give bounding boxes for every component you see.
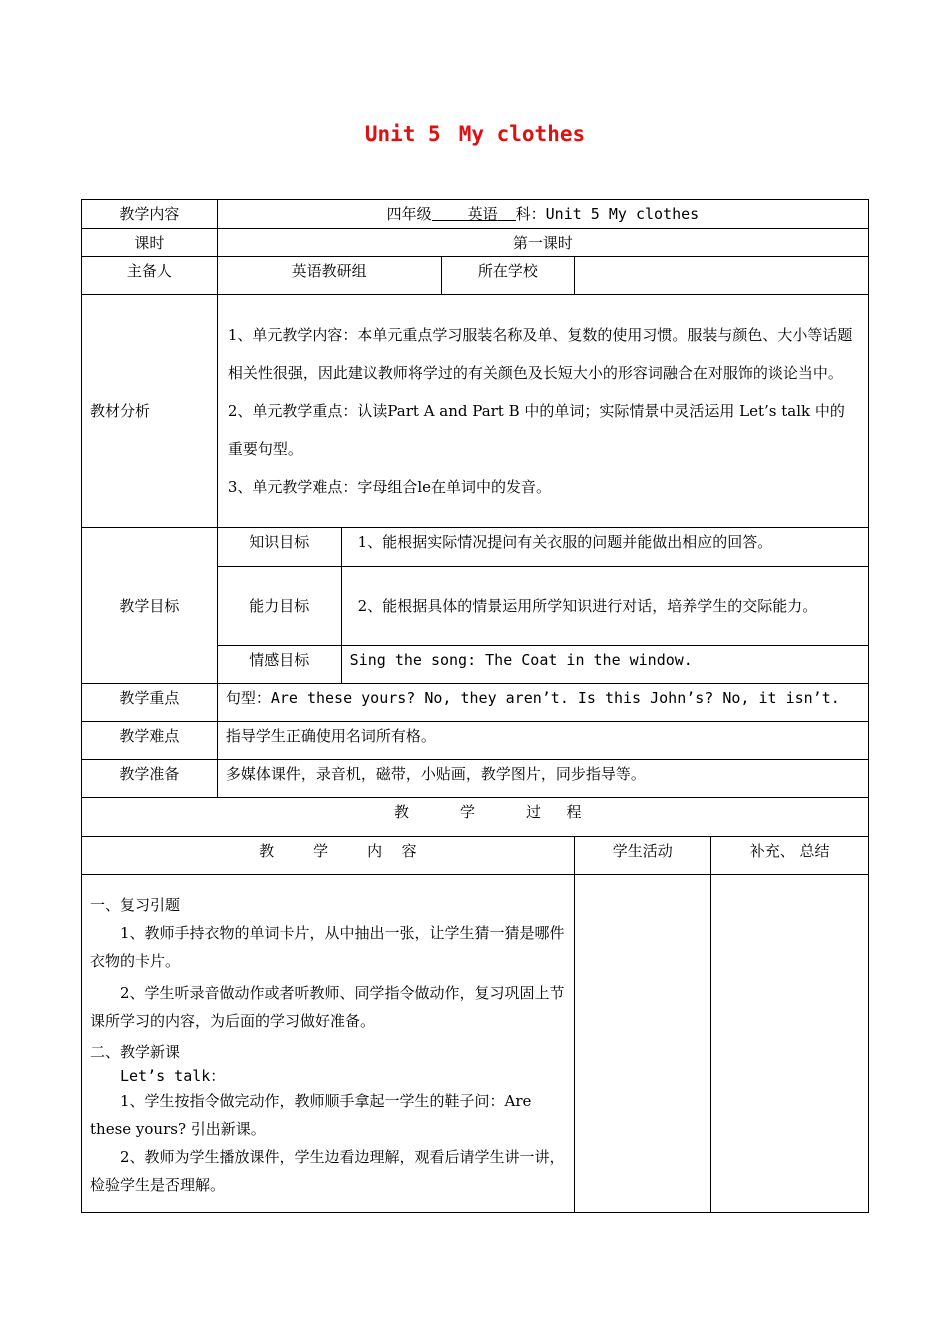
row-preparer <box>82 257 869 295</box>
value-analysis <box>217 295 868 528</box>
col-header-content: 教 学 内 容 <box>82 837 575 875</box>
page-title <box>0 122 950 146</box>
section-1-item-2: 2、学生听录音做动作或者听教师、同学指令做动作，复习巩固上节课所学习的内容，为后面的学习做好准备。 <box>90 984 565 1030</box>
label-analysis: 教材分析 <box>82 295 218 528</box>
section-2-item-2: 2、教师为学生播放课件，学生边看边理解，观看后请学生讲一讲，检验学生是否理解。 <box>90 1148 565 1194</box>
analysis-item-1: 1、单元教学内容：本单元重点学习服装名称及单、复数的使用习惯。服装与颜色、大小等话题相关性很强，因此建议教师将学过的有关颜色及长短大小的形容词融合在对服饰的谈论当中。 <box>227 326 853 382</box>
row-prep <box>82 760 869 798</box>
label-period: 课时 <box>82 229 218 257</box>
content-suffix: 科：Unit 5 My clothes <box>515 205 700 223</box>
label-goal-ability: 能力目标 <box>217 567 341 646</box>
section-1-item-1: 1、教师手持衣物的单词卡片，从中抽出一张，让学生猜一猜是哪件衣物的卡片。 <box>90 924 565 970</box>
value-goal-knowledge: 1、能根据实际情况提问有关衣服的问题并能做出相应的回答。 <box>341 528 868 567</box>
label-goals: 教学目标 <box>82 528 218 684</box>
row-process-header <box>82 798 869 837</box>
goal-ability-text: 2、能根据具体的情景运用所学知识进行对话，培养学生的交际能力。 <box>357 597 818 615</box>
analysis-item-3: 3、单元教学难点：字母组合le在单词中的发音。 <box>227 478 552 496</box>
row-analysis <box>82 295 869 528</box>
analysis-item-2: 2、单元教学重点：认读Part A and Part B 中的单词；实际情景中灵活运用 Let’s talk 中的重要句型。 <box>227 402 845 458</box>
value-content <box>217 200 868 229</box>
title-unit: Unit 5 <box>364 122 441 146</box>
label-goal-knowledge: 知识目标 <box>217 528 341 567</box>
row-difficulty <box>82 722 869 760</box>
process-summary <box>711 875 869 1213</box>
value-goal-emotion: Sing the song: The Coat in the window. <box>341 646 868 684</box>
col-header-summary: 补充、 总结 <box>711 837 869 875</box>
process-header: 教 学 过 程 <box>82 798 869 837</box>
row-content <box>82 200 869 229</box>
row-key <box>82 684 869 722</box>
label-school: 所在学校 <box>441 257 575 295</box>
row-process-body <box>82 875 869 1213</box>
process-content <box>82 875 575 1213</box>
title-topic: My clothes <box>458 122 586 146</box>
label-goal-emotion: 情感目标 <box>217 646 341 684</box>
col-header-student: 学生活动 <box>575 837 711 875</box>
row-period <box>82 229 869 257</box>
process-student-activity <box>575 875 711 1213</box>
label-key: 教学重点 <box>82 684 218 722</box>
row-process-columns <box>82 837 869 875</box>
value-key: 句型：Are these yours? No, they aren’t. Is this John’s? No, it isn’t. <box>217 684 868 722</box>
section-1-title: 一、复习引题 <box>90 896 181 914</box>
row-goal-knowledge <box>82 528 869 567</box>
grade-text: 四年级 <box>386 205 432 223</box>
section-2-subtitle: Let’s talk： <box>120 1067 226 1085</box>
value-period: 第一课时 <box>217 229 868 257</box>
label-preparer: 主备人 <box>82 257 218 295</box>
value-prep: 多媒体课件，录音机，磁带，小贴画，教学图片，同步指导等。 <box>217 760 868 798</box>
value-school <box>575 257 869 295</box>
section-2-item-1: 1、学生按指令做完动作，教师顺手拿起一学生的鞋子问：Are these yours? 引出新课。 <box>90 1092 532 1138</box>
label-prep: 教学准备 <box>82 760 218 798</box>
subject-text: 英语 <box>467 205 498 223</box>
label-content: 教学内容 <box>82 200 218 229</box>
value-difficulty: 指导学生正确使用名词所有格。 <box>217 722 868 760</box>
section-2-title: 二、教学新课 <box>90 1043 181 1061</box>
lesson-plan-table <box>81 199 869 1213</box>
value-goal-ability <box>341 567 868 646</box>
value-preparer: 英语教研组 <box>217 257 441 295</box>
label-difficulty: 教学难点 <box>82 722 218 760</box>
